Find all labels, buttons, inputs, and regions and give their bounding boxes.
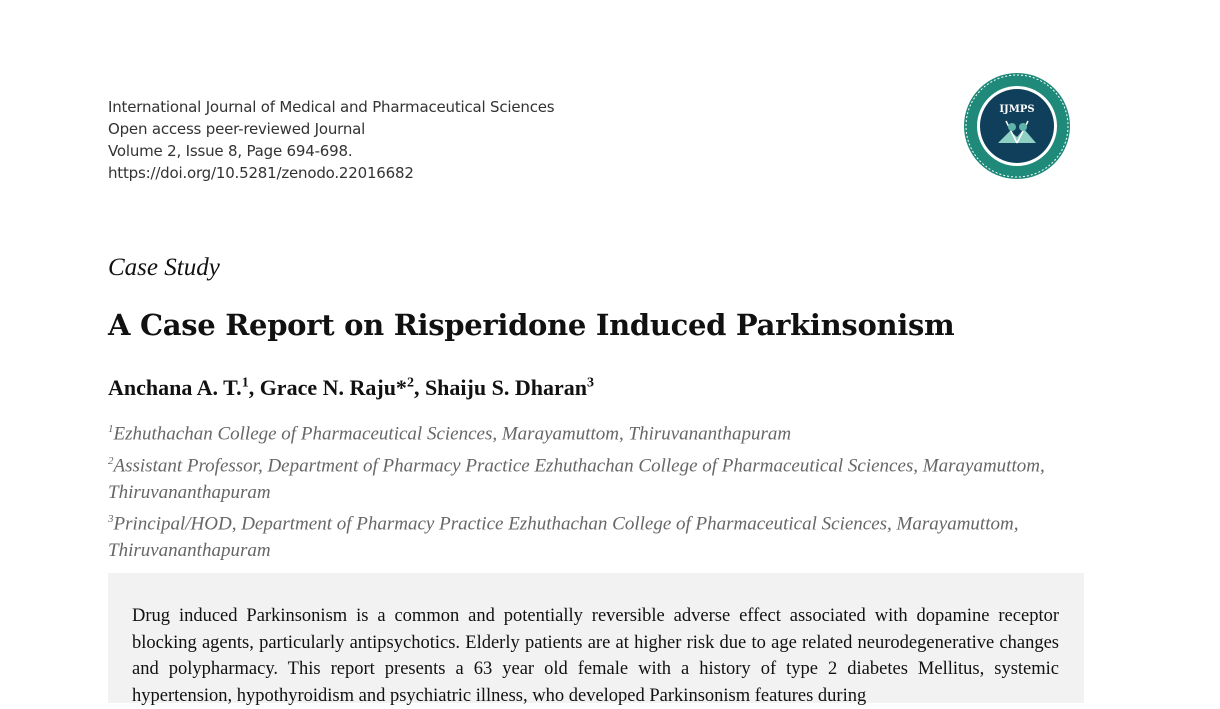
seal-text: IJMPS (999, 104, 1035, 115)
author-separator: , (413, 375, 425, 400)
author-sup: 1 (241, 375, 249, 391)
abstract-text: Drug induced Parkinsonism is a common and potentially reversible adverse effect associated with dopamine receptor blocking agents, particularly antipsychotics. Elderly patients are at higher risk due to age related neurodegenerative changes and polypharmacy. This report presents a 63 year old female with a history of type 2 diabetes Mellitus, systemic hypertension, hypothyroidism and psychiatric illness, who developed Parkinsonism features during (132, 606, 1059, 706)
author-list (108, 375, 594, 401)
journal-volume: Volume 2, Issue 8, Page 694-698. (108, 142, 353, 160)
article-title: A Case Report on Risperidone Induced Parkinsonism (108, 308, 955, 342)
affiliation-text: Assistant Professor, Department of Pharmacy Practice Ezhuthachan College of Pharmaceutical Sciences, Marayamuttom, Thiruvananthapuram (108, 455, 1045, 503)
affiliation-text: Ezhuthachan College of Pharmaceutical Sciences, Marayamuttom, Thiruvananthapuram (113, 423, 792, 445)
author-name: Shaiju S. Dharan (424, 375, 587, 400)
affiliation-item (108, 448, 1083, 506)
affiliation-sup: 1 (108, 423, 114, 435)
journal-seal-icon (962, 71, 1072, 181)
author-name: Grace N. Raju* (259, 375, 407, 400)
affiliation-sup: 3 (108, 513, 114, 526)
author-sup: 3 (586, 375, 594, 391)
article-type: Case Study (108, 254, 220, 281)
affiliation-text: Principal/HOD, Department of Pharmacy Practice Ezhuthachan College of Pharmaceutical Sciences, Marayamuttom, Thiruvananthapuram (108, 513, 1019, 561)
journal-header (108, 96, 554, 184)
author-sup: 2 (406, 375, 414, 391)
author-name: Anchana A. T. (108, 375, 242, 400)
journal-access: Open access peer-reviewed Journal (108, 120, 366, 138)
abstract-box (108, 573, 1084, 706)
affiliation-item (108, 506, 1083, 564)
affiliation-item (108, 416, 1083, 448)
journal-name: International Journal of Medical and Pharmaceutical Sciences (108, 98, 555, 116)
affiliation-list (108, 416, 1083, 564)
journal-doi[interactable]: https://doi.org/10.5281/zenodo.22016682 (108, 164, 414, 182)
affiliation-sup: 2 (108, 454, 114, 467)
author-separator: , (248, 375, 260, 400)
